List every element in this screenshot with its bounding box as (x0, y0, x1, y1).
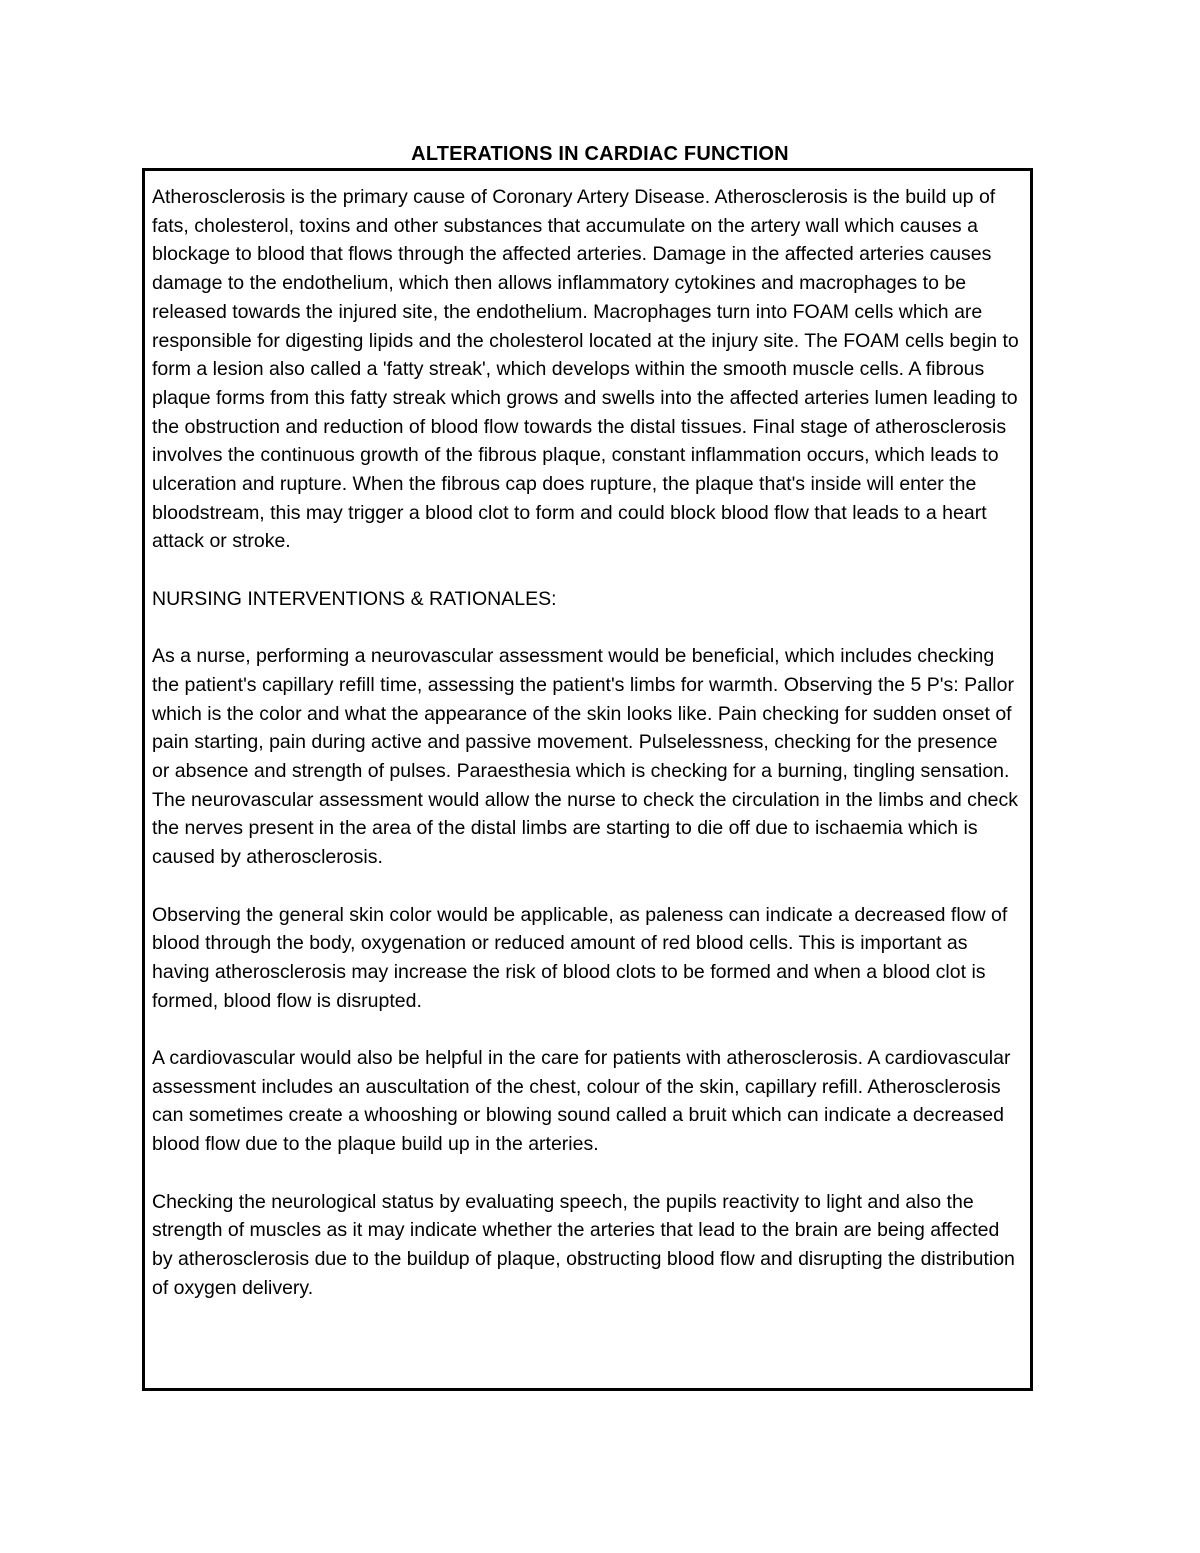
paragraph-atherosclerosis-overview: Atherosclerosis is the primary cause of Coronary Artery Disease. Atherosclerosis is the build up of fats, cholesterol, toxins and other substances that accumulate on the artery wall which causes a blockage to blood that flows through the affected arteries. Damage in the affected arteries causes damage to the endothelium, which then allows inflammatory cytokines and macrophages to be released towards the injured site, the endothelium. Macrophages turn into FOAM cells which are responsible for digesting lipids and the cholesterol located at the injury site. The FOAM cells begin to form a lesion also called a 'fatty streak', which develops within the smooth muscle cells. A fibrous plaque forms from this fatty streak which grows and swells into the affected arteries lumen leading to the obstruction and reduction of blood flow towards the distal tissues. Final stage of atherosclerosis involves the continuous growth of the fibrous plaque, constant inflammation occurs, which leads to ulceration and rupture. When the fibrous cap does rupture, the plaque that's inside will enter the bloodstream, this may trigger a blood clot to form and could block blood flow that leads to a heart attack or stroke. (152, 186, 1019, 553)
page-title: ALTERATIONS IN CARDIAC FUNCTION (411, 143, 789, 165)
paragraph-neurovascular-assessment: As a nurse, performing a neurovascular assessment would be beneficial, which includes checking the patient's capillary refill time, assessing the patient's limbs for warmth. Observing the 5 P's: Pallor which is the color and what the appearance of the skin looks like. Pain checking for sudden onset of pain starting, pain during active and passive movement. Pulselessness, checking for the presence or absence and strength of pulses. Paraesthesia which is checking for a burning, tingling sensation. The neurovascular assessment would allow the nurse to check the circulation in the limbs and check the nerves present in the area of the distal limbs are starting to die off due to ischaemia which is caused by atherosclerosis. (152, 645, 1019, 869)
section-heading-nursing-interventions: NURSING INTERVENTIONS & RATIONALES: (152, 587, 557, 610)
paragraph-skin-color: Observing the general skin color would be applicable, as paleness can indicate a decreased flow of blood through the body, oxygenation or reduced amount of red blood cells. This is important as having atherosclerosis may increase the risk of blood clots to be formed and when a blood clot is formed, blood flow is disrupted. (152, 903, 1008, 1012)
paragraph-cardiovascular-assessment: A cardiovascular would also be helpful in the care for patients with atherosclerosis. A cardiovascular assessment includes an auscultation of the chest, colour of the skin, capillary refill. Atherosclerosis can sometimes create a whooshing or blowing sound called a bruit which can indicate a decreased blood flow due to the plaque build up in the arteries. (152, 1047, 1011, 1156)
content-box (142, 168, 1033, 1391)
paragraph-neurological-status: Checking the neurological status by evaluating speech, the pupils reactivity to light and also the strength of muscles as it may indicate whether the arteries that lead to the brain are being affected by atherosclerosis due to the buildup of plaque, obstructing blood flow and disrupting the distribution of oxygen delivery. (152, 1190, 1015, 1299)
